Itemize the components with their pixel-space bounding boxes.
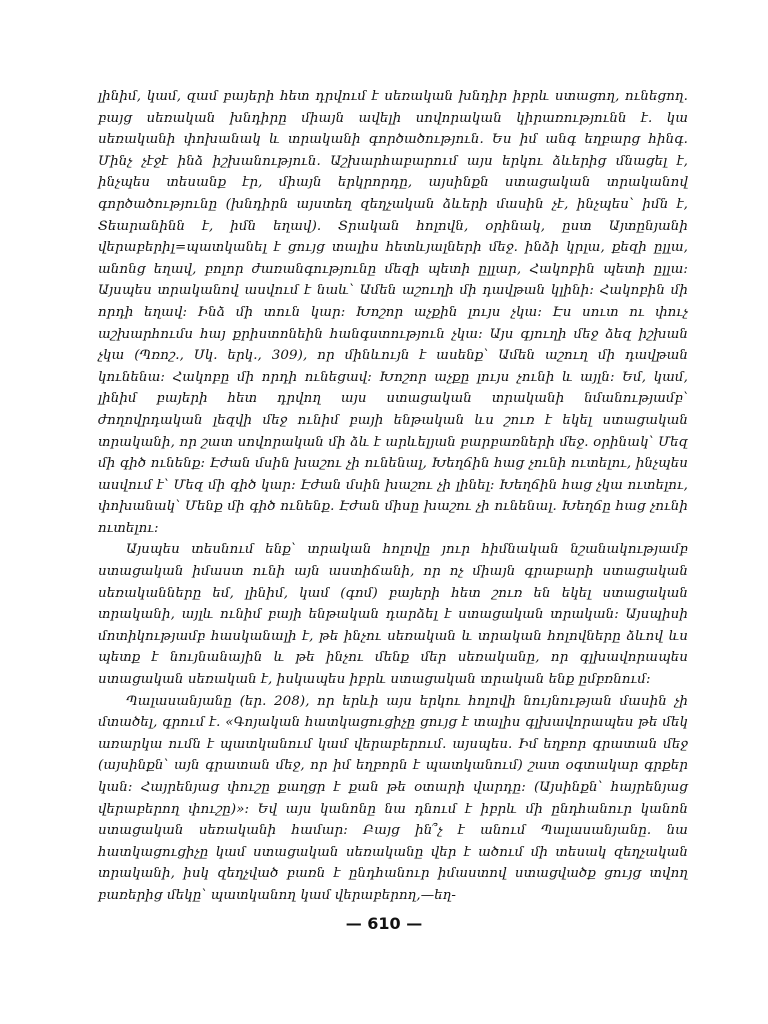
page-number: — 610 — [345, 914, 423, 933]
paragraph-2: Այսպես տեսնում ենք՝ տրական հոլովը յուր հիմնական նշանակությամբ ստացական իմաստ ունի այն աստիճանի, որ ոչ միայն գրաբարի ստացական սեռականները եմ, լինիմ, կամ (գոմ) բայերի հետ շուռ են եկել ստացական տրականի, այլև ունիմ բայի ենթական դարձել է ստացական տրական: Այսպիսի մոտիկությամբ հասկանալի է, թե ինչու սեռական և տրական հոլովները ձևով ևս պետք է նույնանային և թե ինչու մենք մեր սեռականը, որ գլխավորապես ստացական սեռական է, իսկապես իբրև ստացական տրական ենք ըմբռնում: [98, 542, 688, 688]
paragraph-1: լինիմ, կամ, զամ բայերի հետ դրվում է սեռական խնդիր իբրև ստացող, ունեցող. բայց սեռական խնդիրը միայն ավելի սովորական կիրառությունն է. կա սեռականի փոխանակ և տրականի գործածություն. Ես իմ անգ եղբարց հինգ. Մինչ չէջէ ինձ իշխանություն. Աշխարհաբարում այս երկու ձևերից մնացել է, ինչպես տեսանք էր, միայն երկրորդը, այսինքն ստացական տրականով գործածությունը (խնդիրն այստեղ զեղչական ձևերի մասին չէ, ինչպես՝ իմն է, Տեարանինն է, իմն եղավ). Տրական հոլովն, օրինակ, ըստ Այտընյանի վերաբերիլ=պատկանել է ցույց տալիս հետևյալների մեջ. ինձի կրլա, քեզի ըլլա, անոնց եղավ, բոլոր ժառանգությունը մեզի պետի ըլլար, Հակոբին պետի ըլլա: Այսպես տրականով ասվում է նաև՝ Ամեն աշուղի մի դավթան կլինի: Հակոբին մի որդի եղավ: Ինձ մի տուն կար: Խոշոր աչքին լույս չկա: Էս սուտ ու փուչ աշխարհումս հայ քրիստոնեին հանգստություն չկա: Այս գյուղի մեջ ձեզ իշխան չկա (Պռոշ., Սկ. երկ., 309), որ մինևույն է ասենք՝ Ամեն աշուղ մի դավթան կունենա: Հակոբը մի որդի ունեցավ: Խոշոր աչքը լույս չունի և այլն: Եմ, կամ, լինիմ բայերի հետ դրվող այս ստացական տրականի նմանությամբ՝ ժողովրդական լեզվի մեջ ունիմ բայի ենթական ևս շուռ է եկել ստացական տրականի, որ շատ սովորական մի ձև է արևելյան բարբառների մեջ. օրինակ՝ Մեզ մի գիծ ունենք: Էժան մսին խաշու չի ունենալ, Խեղճին հաց չունի ուտելու, ինչպես ասվում է՝ Մեզ մի գիծ կար: Էժան մսին խաշու չի լինել: Խեղճին հաց չկա ուտելու, փոխանակ՝ Մենք մի գիծ ունենք. Էժան միսը խաշու չի ունենալ. Խեղճը հաց չունի ուտելու: [98, 89, 688, 536]
paragraph-3: Պալասանյանը (եր. 208), որ երևի այս երկու հոլովի նույնության մասին չի մտածել, գրում է. «Գոյական հատկացուցիչը ցույց է տալիս գլխավորապես թե մեկ առարկա ումն է պատկանում կամ վերաբերում. այսպես. Իմ եղբոր գրատան մեջ (այսինքն՝ այն գրատան մեջ, որ իմ եղբորն է պատկանում) շատ օգտակար գրքեր կան: Հայրենյաց փուշը քաղցր է քան թե օտարի վարդը: (Այսինքն՝ հայրենյաց վերաբերող փուշը)»: Եվ այս կանոնը նա դնում է իբրև մի ընդհանուր կանոն ստացական սեռականի համար: Բայց ին՞չ է անում Պալասանյանը. նա հատկացուցիչը կամ ստացական սեռականը վեր է ածում մի տեսակ զեղչական տրականի, իսկ զեղչված բառն է ընդհանուր իմաստով ստացվածք ցույց տվող բառերից մեկը՝ պատկանող կամ վերաբերող,—եղ- [98, 693, 688, 903]
body-text [98, 86, 688, 907]
